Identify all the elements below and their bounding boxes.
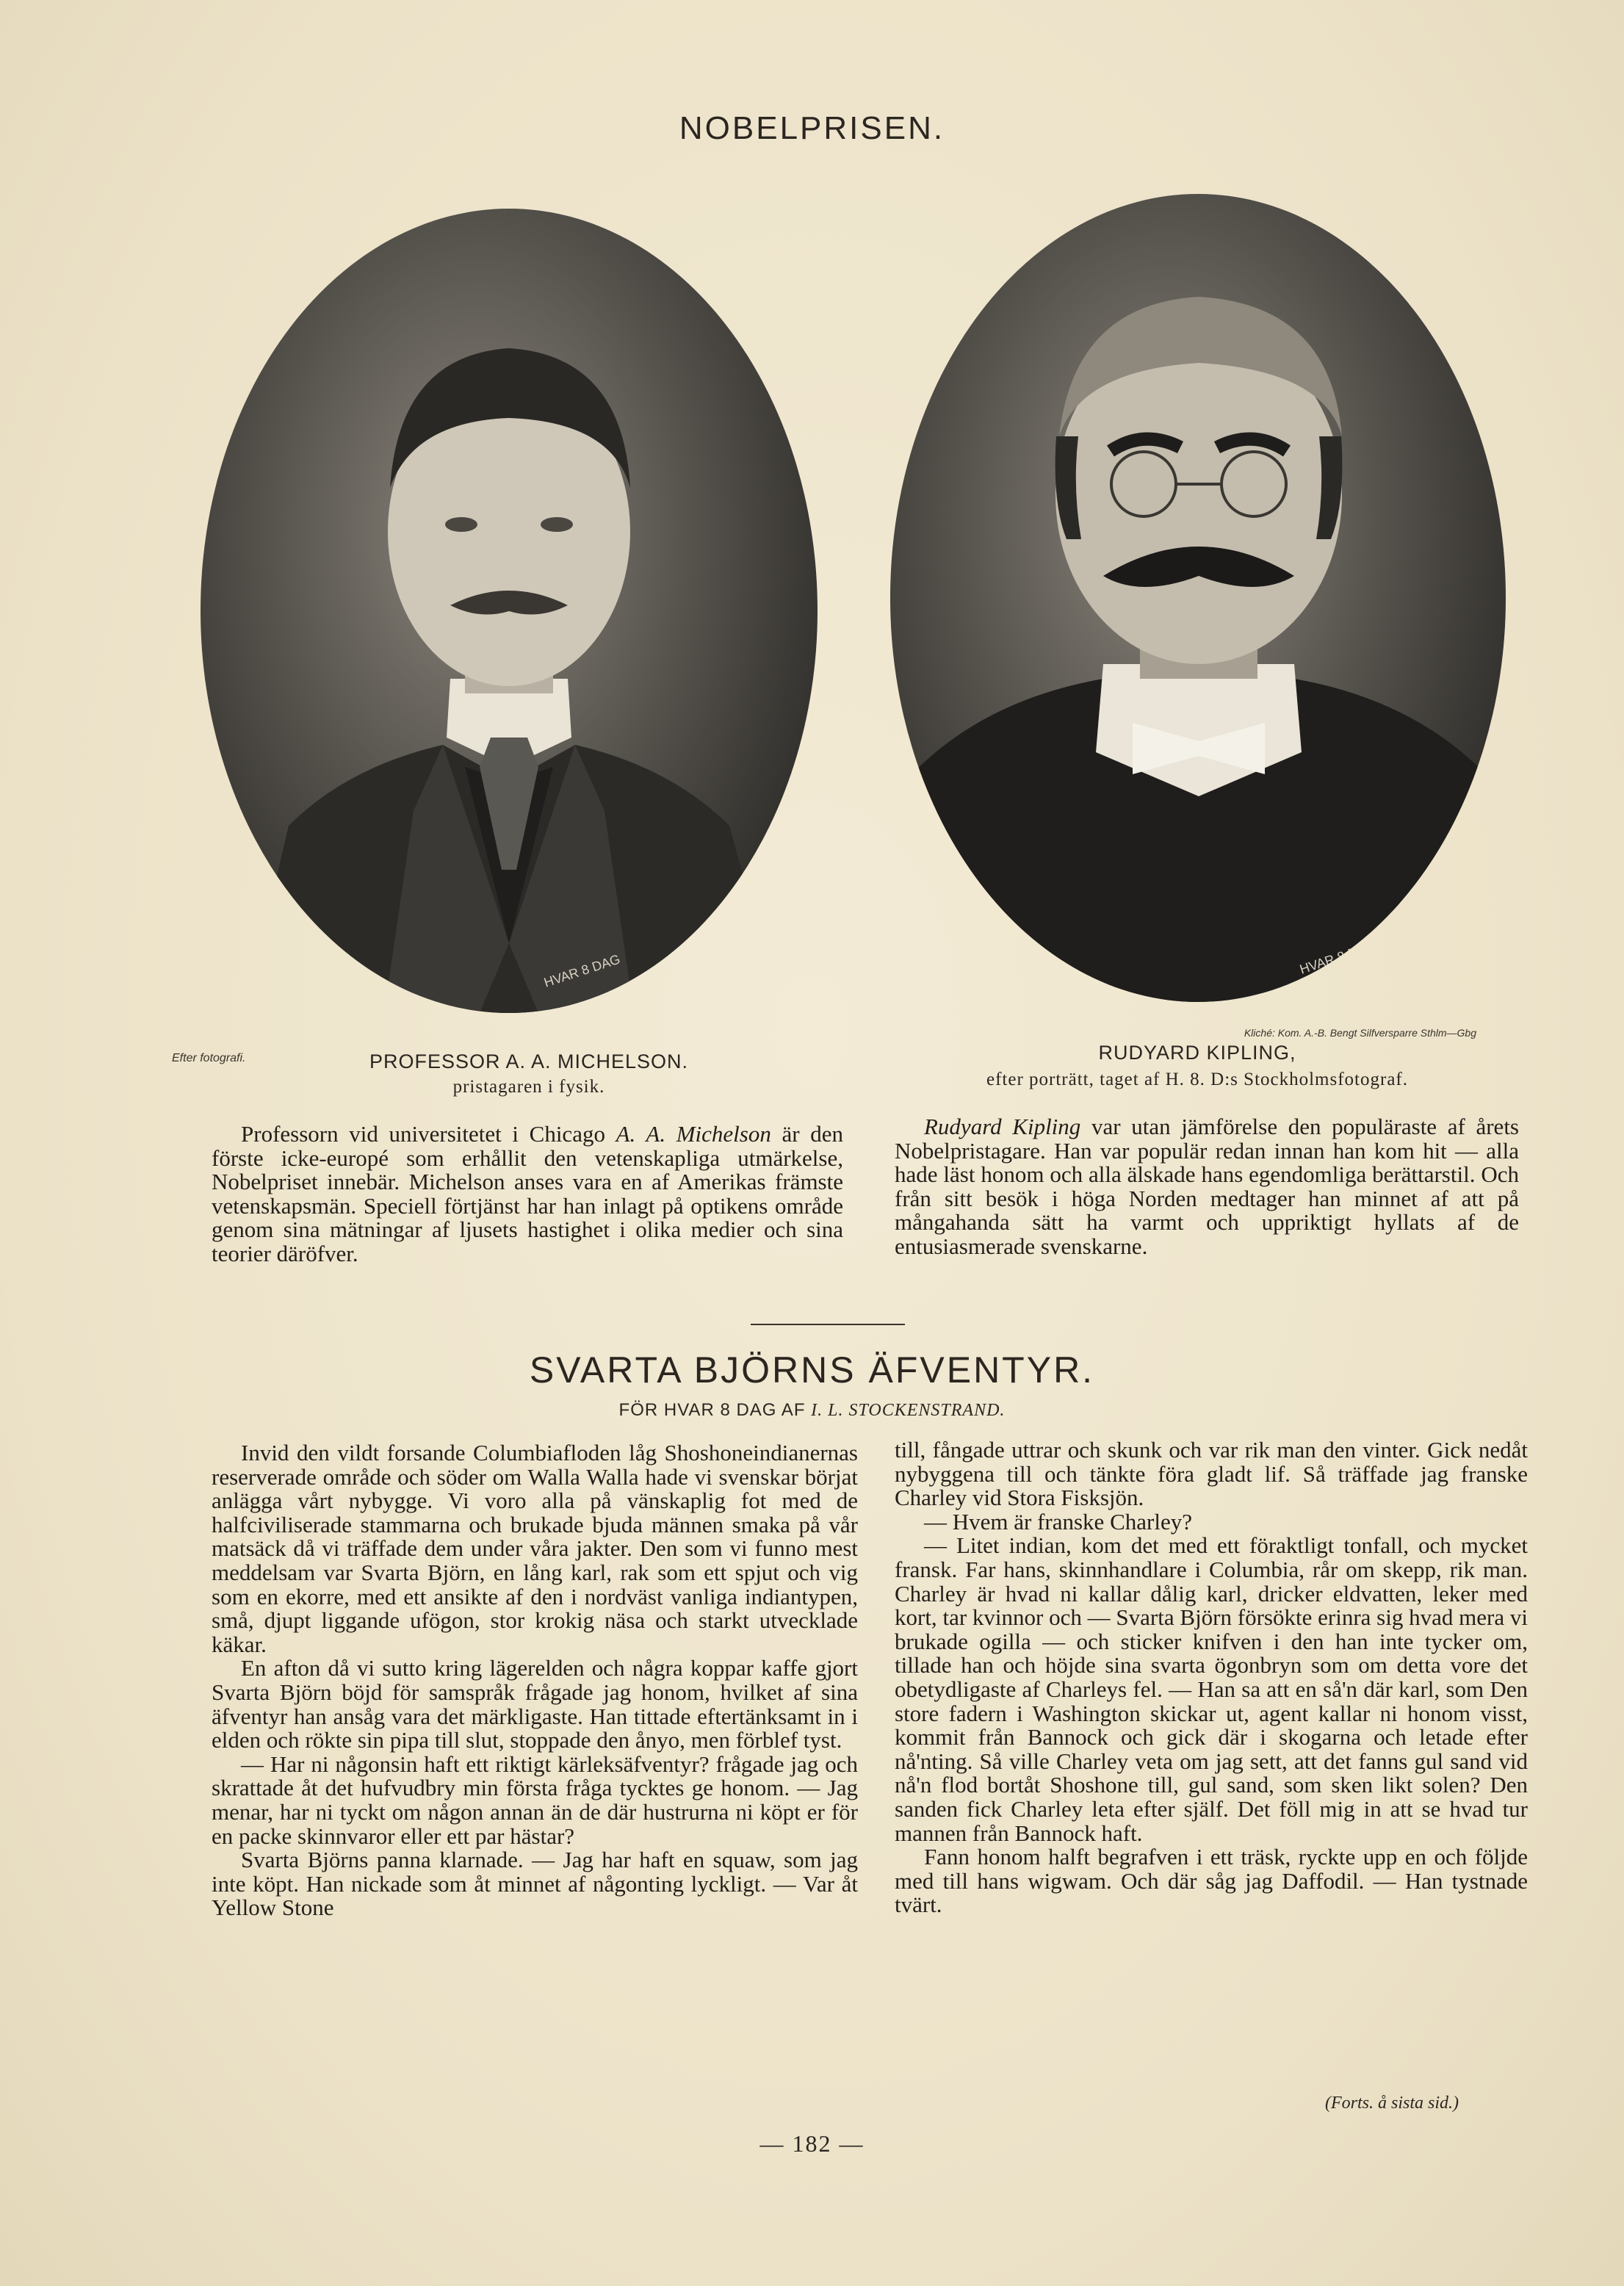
story-column-left [212,1441,858,1920]
story-left-paragraph: — Har ni någonsin haft ett riktigt kärleksäfventyr? frågade jag och skrattade åt det hufvudbry min första fråga tycktes ge honom. — Jag menar, har ni tyckt om någon annan än de där hustrurna ni köpt er för en packe skinnvaror eller ett par hästar? [212,1750,858,1849]
bio-michelson-intro: Professorn vid universitetet i Chicago [241,1121,605,1147]
story-left-paragraph: Svarta Björns panna klarnade. — Jag har haft en squaw, som jag inte köpt. Han nickade som åt minnet af någonting lyckligt. — Var åt Yellow Stone [212,1847,858,1921]
bio-kipling-name: Rudyard Kipling [924,1114,1081,1139]
page-number: — 182 — [759,2130,865,2157]
section-divider [751,1324,905,1325]
caption-michelson-subtitle: pristagaren i fysik. [452,1077,605,1097]
story-right-paragraph: Fann honom halft begrafven i ett träsk, ryckte upp en och följde med till hans wigwam. Och där såg jag Daffodil. — Han tystnade tvärt. [895,1844,1528,1918]
photo-stamp-left: HVAR 8 DAG [542,951,622,990]
portrait-kipling [890,194,1506,1002]
bio-michelson-body: är den förste icke-europé som erhållit den vetenskapliga utmärkelse, Nobelpriset innebär. Michelson anses vara en af Amerikas främste vetenskapsmän. Speciell förtjänst har han inlagt på optikens område genom sina mätningar af ljusets hastighet i olika medier och sina teorier däröfver. [212,1121,844,1266]
bio-kipling [895,1115,1519,1259]
story-right-paragraph: — Hvem är franske Charley? [924,1508,1192,1535]
caption-kipling-name: RUDYARD KIPLING, [1098,1042,1296,1064]
page-title: NOBELPRISEN. [679,110,945,146]
portrait-michelson [201,209,818,1013]
story-byline-prefix: FÖR HVAR 8 DAG AF [618,1400,806,1420]
bio-michelson [212,1122,843,1266]
story-right-continuation: till, fångade uttrar och skunk och var rik man den vinter. Gick nedåt nybyggena till och tänkte föra gladt lif. Så träffade jag franske Charley vid Stora Fisksjön. [895,1437,1528,1511]
photo-credit-left: Efter fotografi. [172,1052,246,1064]
story-byline [0,1400,1624,1421]
story-right-paragraph: — Litet indian, kom det med ett föraktligt tonfall, och mycket fransk. Far hans, skinnhandlare i Columbia, rår om skepp, rik man. Charley är hvad ni kallar dålig karl, dricker eldvatten, leker med kort, tar kvinnor och — Svarta Björn försökte erinra sig hvad mera vi brukade ogilla — och sticker knifven i den han inte tycker om, tillade han och höjde sina svarta ögonbryn som om detta vore det obetydligaste af Charleys fel. — Han sa att en så'n där karl, som Den store fadern i Washington skickar ut, agent kallar ni honom visst, kommit från Bannock och gick där i skogarna och letade efter nå'nting. Så ville Charley veta om jag sett, att det fanns gul sand vid nå'n flod bortåt Shoshone till, gul sand, som sken likt solen? Den sanden fick Charley leta efter själf. Det föll mig in att se hvad tur mannen från Bannock haft. [895,1532,1528,1846]
bio-michelson-name: A. A. Michelson [616,1121,771,1147]
story-column-right [895,1438,1528,1917]
caption-michelson-name: PROFESSOR A. A. MICHELSON. [369,1050,689,1072]
story-title: SVARTA BJÖRNS ÄFVENTYR. [529,1349,1095,1391]
bio-kipling-body: var utan jämförelse den populäraste af årets Nobelpristagare. Han var populär redan innan han kom hit — alla hade läst honom och alla älskade hans egendomliga berättarstil. Och från sitt besök i höga Norden medtager han minnet af att på mångahanda sätt ha varmt och uppriktigt hyllats af de entusiasmerade svenskarne. [895,1114,1519,1259]
story-left-paragraph: En afton då vi sutto kring lägerelden och några koppar kaffe gjort Svarta Björn böjd för samspråk frågade jag honom, hvilket af sina äfventyr han ansåg vara det märkligaste. Han tittade eftertänksamt in i elden och rökte sin pipa till slut, stoppade den ånyo, men förblef tyst. [212,1655,858,1753]
story-left-paragraph: Invid den vildt forsande Columbiafloden låg Shoshoneindianernas reserverade område och söder om Walla Walla hade vi svenskar börjat anlägga vårt nybygge. Vi voro alla på vänskaplig fot med de halfciviliserade stammarna och brukade bjuda männen smaka på vår matsäck då vi träffade dem under våra jakter. Den som vi funno mest meddelsam var Svarta Björn, en lång karl, rak som ett spjut och vig som en ekorre, med ett ansikte af den i nordväst vanliga indiantypen, små, djupt liggande ufögon, stor krokig näsa och starkt utvecklade käkar. [212,1440,858,1657]
photo-credit-right: Kliché: Kom. A.-B. Bengt Silfversparre Sthlm—Gbg [1244,1027,1476,1039]
continued-note: (Forts. å sista sid.) [1324,2094,1459,2113]
caption-kipling-subtitle: efter porträtt, taget af H. 8. D:s Stockholmsfotograf. [986,1070,1408,1089]
photo-stamp-right: HVAR 8 DAG [1298,938,1378,977]
story-author: I. L. STOCKENSTRAND. [811,1401,1006,1420]
